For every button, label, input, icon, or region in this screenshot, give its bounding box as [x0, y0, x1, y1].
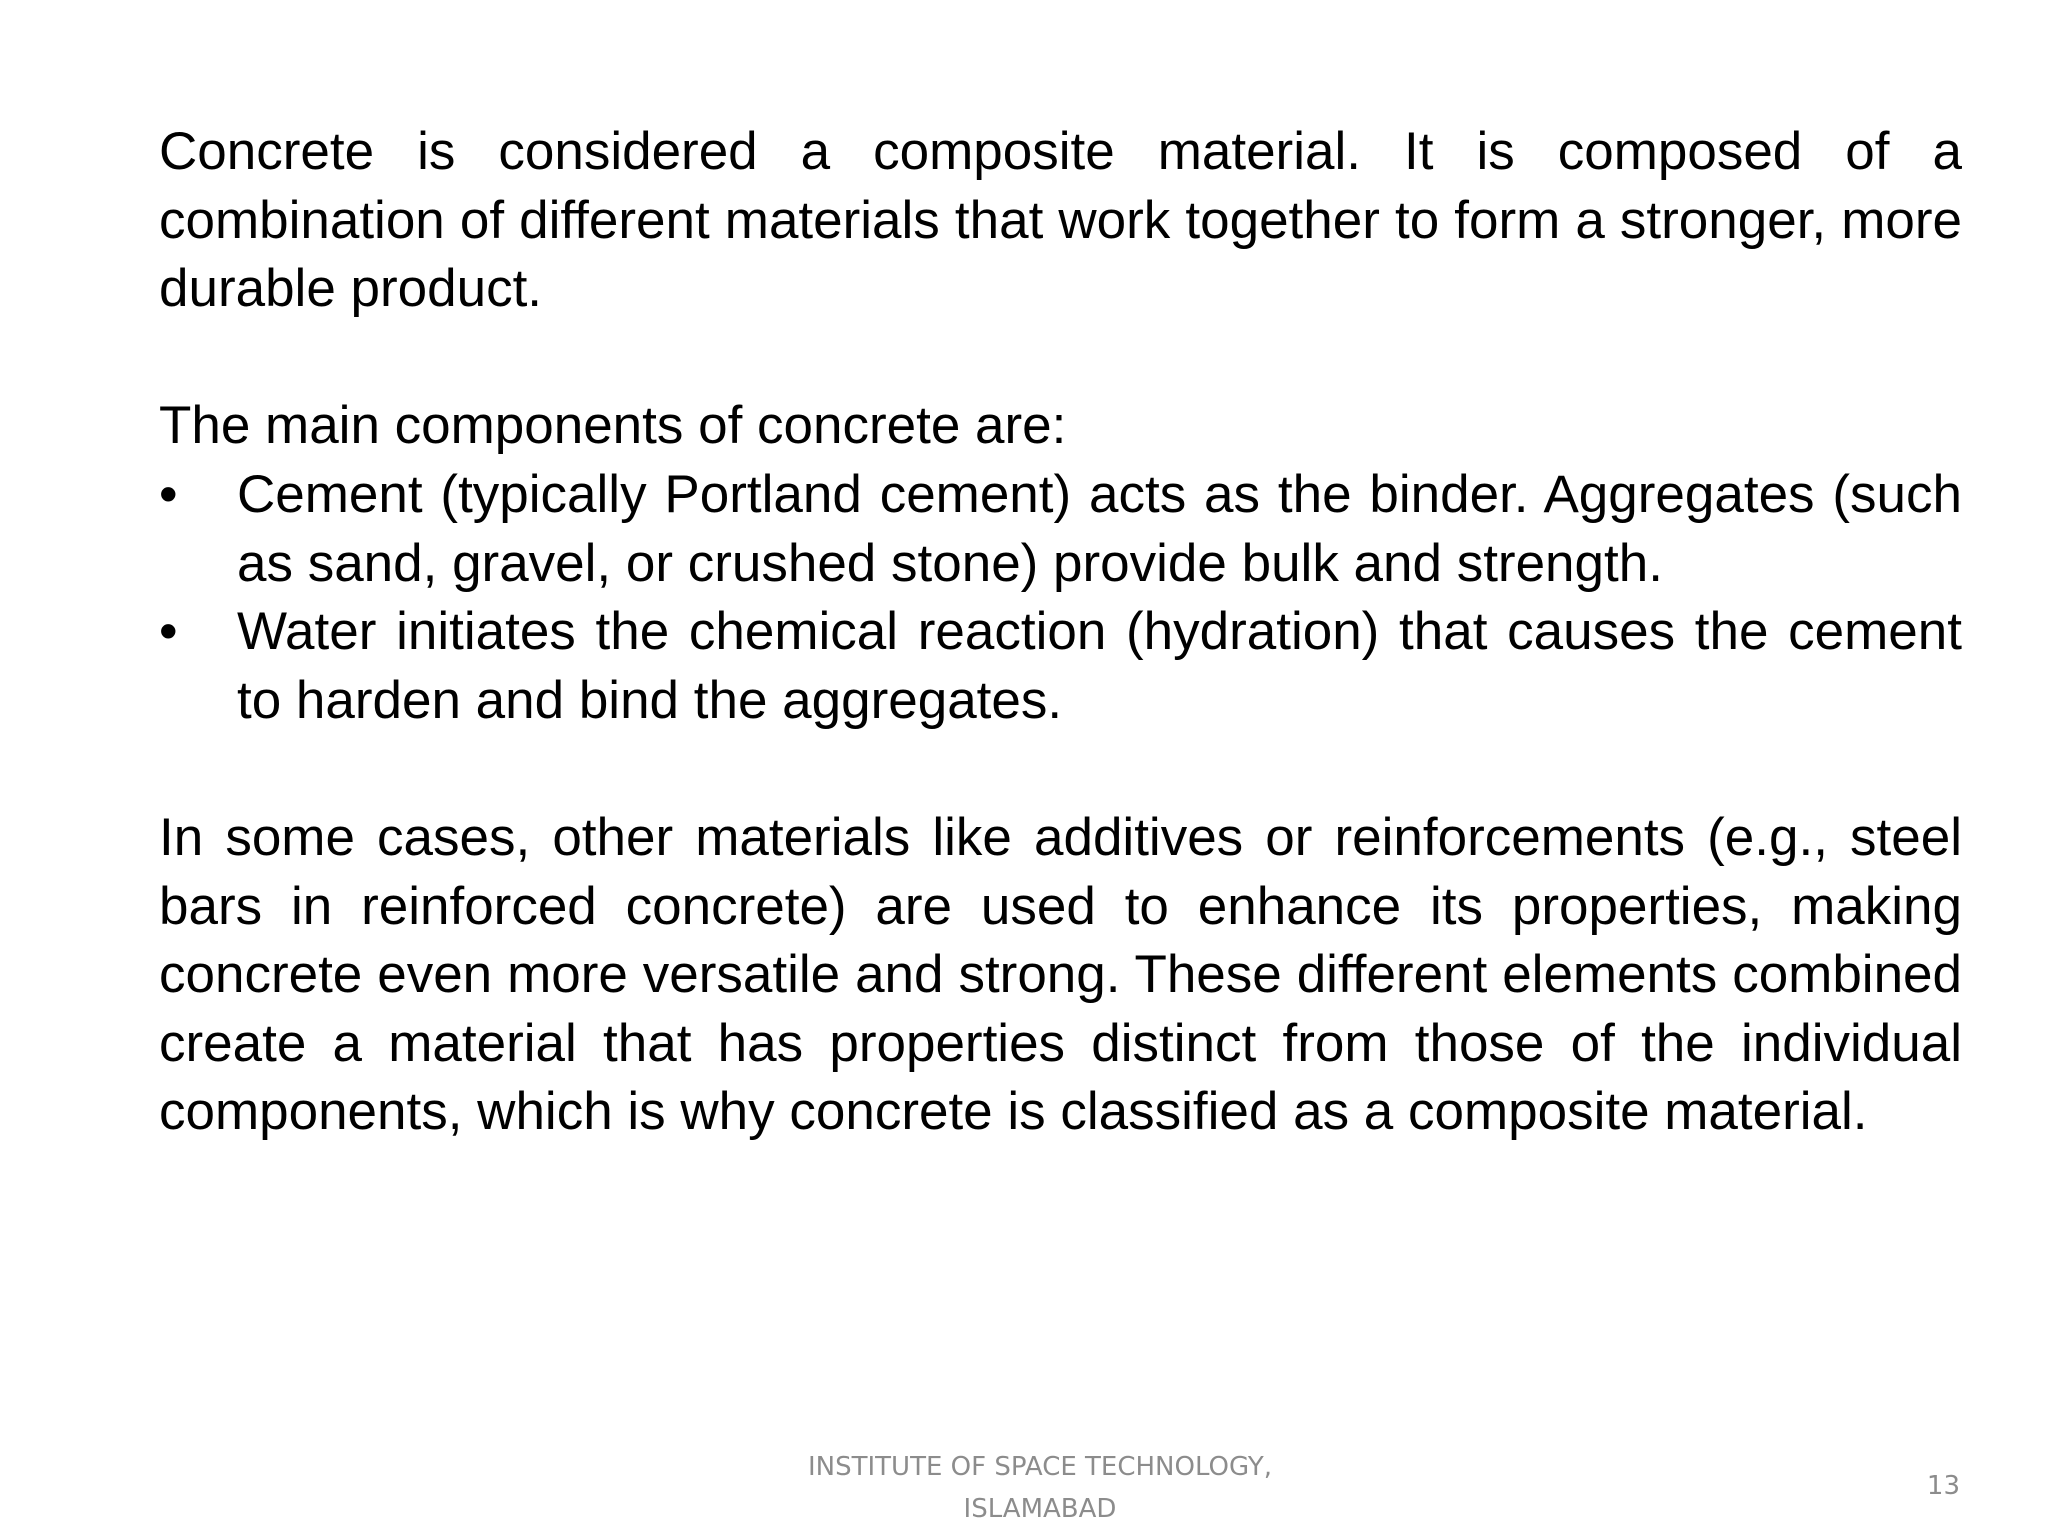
list-item-text: Cement (typically Portland cement) acts as the binder. Aggregates (such as sand, gravel, or crushed stone) provide bulk and strength. — [237, 464, 1962, 593]
footer-institution-line2: ISLAMABAD — [963, 1494, 1117, 1524]
intro-paragraph: Concrete is considered a composite material. It is composed of a combination of different materials that work together to form a stronger, more durable product. — [159, 122, 1962, 319]
components-list — [159, 461, 1962, 735]
page-number: 13 — [1926, 1471, 1960, 1501]
components-heading: The main components of concrete are: — [159, 396, 1067, 456]
list-item-text: Water initiates the chemical reaction (hydration) that causes the cement to harden and bind the aggregates. — [237, 602, 1962, 730]
list-item — [159, 598, 1962, 735]
footer-institution-line1: INSTITUTE OF SPACE TECHNOLOGY, — [808, 1452, 1272, 1482]
bullet-marker: • — [159, 464, 178, 524]
bullet-marker: • — [159, 602, 178, 662]
footer-institution — [700, 1446, 1380, 1530]
closing-paragraph: In some cases, other materials like additives or reinforcements (e.g., steel bars in reinforced concrete) are used to enhance its properties, making concrete even more versatile and strong. These different elements combined create a material that has properties distinct from those of the individual components, which is why concrete is classified as a composite material. — [159, 807, 1962, 1142]
list-item — [159, 461, 1962, 598]
paragraph-spacer — [159, 324, 1962, 393]
slide-body — [159, 118, 1962, 1147]
paragraph-spacer — [159, 735, 1962, 804]
